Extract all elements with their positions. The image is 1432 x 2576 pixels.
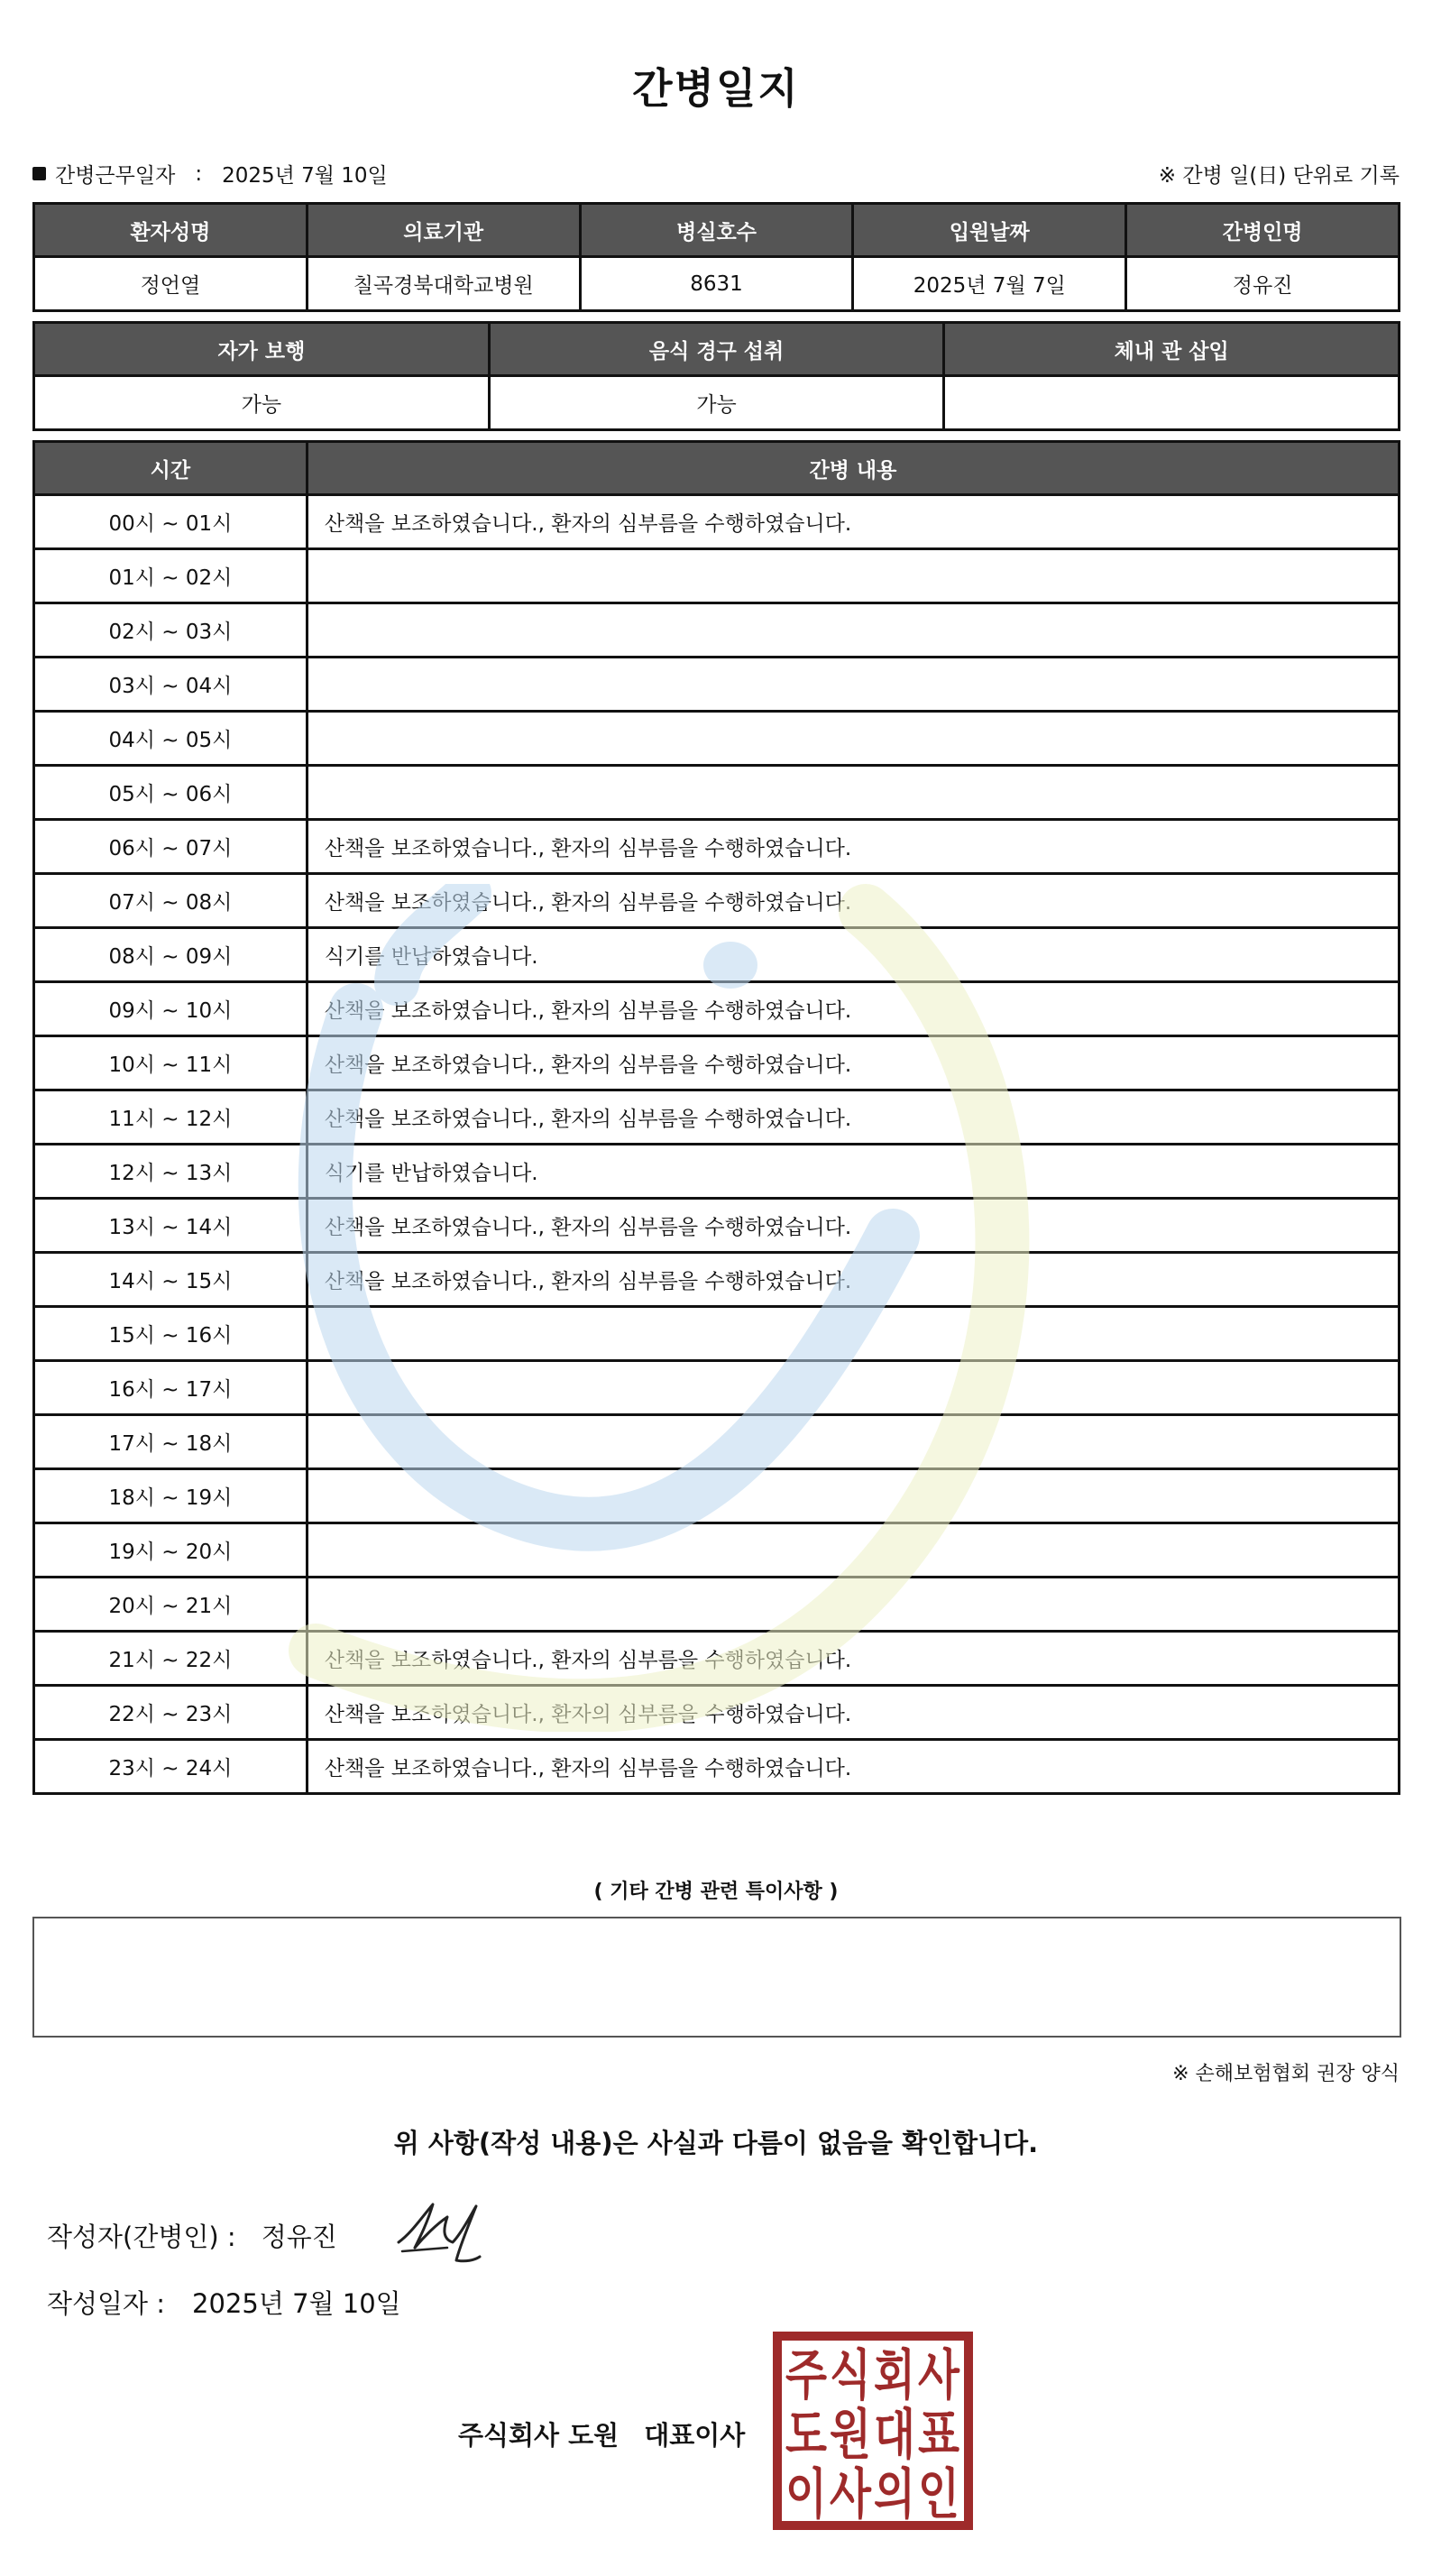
log-content xyxy=(307,766,1399,820)
log-row xyxy=(34,1036,1400,1090)
log-content: 산책을 보조하였습니다., 환자의 심부름을 수행하였습니다. xyxy=(307,982,1399,1036)
seal-character: 의 xyxy=(874,2463,915,2526)
care-log-table xyxy=(32,440,1400,1795)
header-caregiver-name: 간병인명 xyxy=(1126,204,1400,257)
log-time: 14시 ~ 15시 xyxy=(34,1253,308,1307)
seal-character: 도 xyxy=(785,2404,828,2467)
tube-insertion xyxy=(944,376,1400,430)
ability-info-table xyxy=(32,321,1400,431)
log-time: 00시 ~ 01시 xyxy=(34,495,308,549)
seal-character: 주 xyxy=(785,2344,828,2407)
form-source-note: ※ 손해보험협회 권장 양식 xyxy=(1172,2063,1400,2085)
log-time: 09시 ~ 10시 xyxy=(34,982,308,1036)
log-row xyxy=(34,766,1400,820)
log-time: 01시 ~ 02시 xyxy=(34,549,308,603)
work-date xyxy=(32,159,388,189)
log-row xyxy=(34,712,1400,766)
log-row xyxy=(34,820,1400,874)
log-time: 13시 ~ 14시 xyxy=(34,1199,308,1253)
log-content xyxy=(307,1415,1399,1469)
log-content xyxy=(307,549,1399,603)
page-title: 간병일지 xyxy=(632,64,800,113)
handwritten-signature-icon xyxy=(393,2197,483,2268)
log-content: 식기를 반납하였습니다. xyxy=(307,1145,1399,1199)
oral-intake: 가능 xyxy=(489,376,944,430)
header-care-content: 간병 내용 xyxy=(307,442,1399,495)
log-row xyxy=(34,1253,1400,1307)
seal-character: 표 xyxy=(918,2404,960,2467)
log-content: 산책을 보조하였습니다., 환자의 심부름을 수행하였습니다. xyxy=(307,1036,1399,1090)
log-content: 식기를 반납하였습니다. xyxy=(307,928,1399,982)
log-row xyxy=(34,1523,1400,1578)
log-row xyxy=(34,1632,1400,1686)
seal-character: 사 xyxy=(830,2463,872,2526)
company-name: 주식회사 도원 xyxy=(458,2420,620,2451)
seal-character: 회 xyxy=(874,2344,915,2407)
log-content: 산책을 보조하였습니다., 환자의 심부름을 수행하였습니다. xyxy=(307,1740,1399,1794)
log-row xyxy=(34,1199,1400,1253)
log-content: 산책을 보조하였습니다., 환자의 심부름을 수행하였습니다. xyxy=(307,874,1399,928)
log-row xyxy=(34,1415,1400,1469)
special-notes-title: ( 기타 간병 관련 특이사항 ) xyxy=(593,1881,839,1903)
patient-info-table xyxy=(32,202,1400,312)
log-content xyxy=(307,1307,1399,1361)
seal-character: 이 xyxy=(785,2463,827,2526)
confirmation-statement: 위 사항(작성 내용)은 사실과 다름이 없음을 확인합니다. xyxy=(393,2128,1039,2158)
writer-label: 작성자(간병인) : xyxy=(47,2222,236,2252)
caregiver-name: 정유진 xyxy=(1126,257,1400,311)
work-date-colon: : xyxy=(195,161,203,186)
ceo-title: 대표이사 xyxy=(644,2420,746,2451)
seal-character: 사 xyxy=(918,2344,960,2407)
log-content: 산책을 보조하였습니다., 환자의 심부름을 수행하였습니다. xyxy=(307,1253,1399,1307)
log-time: 10시 ~ 11시 xyxy=(34,1036,308,1090)
self-walking: 가능 xyxy=(34,376,490,430)
log-row xyxy=(34,1090,1400,1145)
log-row xyxy=(34,1686,1400,1740)
log-time: 06시 ~ 07시 xyxy=(34,820,308,874)
company-seal-stamp-icon xyxy=(772,2331,974,2531)
log-content: 산책을 보조하였습니다., 환자의 심부름을 수행하였습니다. xyxy=(307,1686,1399,1740)
log-row xyxy=(34,928,1400,982)
patient-name: 정언열 xyxy=(34,257,308,311)
writer-line xyxy=(47,2217,337,2254)
log-row xyxy=(34,982,1400,1036)
care-log-rows xyxy=(34,495,1400,1794)
log-content xyxy=(307,1523,1399,1578)
log-row xyxy=(34,1740,1400,1794)
log-content: 산책을 보조하였습니다., 환자의 심부름을 수행하였습니다. xyxy=(307,820,1399,874)
log-content xyxy=(307,603,1399,658)
header-time: 시간 xyxy=(34,442,308,495)
log-row xyxy=(34,874,1400,928)
log-time: 05시 ~ 06시 xyxy=(34,766,308,820)
write-date-value: 2025년 7월 10일 xyxy=(192,2288,401,2319)
log-row xyxy=(34,495,1400,549)
log-row xyxy=(34,1145,1400,1199)
log-row xyxy=(34,1361,1400,1415)
log-row xyxy=(34,549,1400,603)
log-content xyxy=(307,1469,1399,1523)
header-hospital: 의료기관 xyxy=(307,204,580,257)
log-time: 08시 ~ 09시 xyxy=(34,928,308,982)
write-date-label: 작성일자 : xyxy=(47,2288,166,2319)
log-content xyxy=(307,712,1399,766)
admission-date: 2025년 7월 7일 xyxy=(853,257,1126,311)
seal-character: 대 xyxy=(874,2404,915,2467)
log-time: 21시 ~ 22시 xyxy=(34,1632,308,1686)
log-content: 산책을 보조하였습니다., 환자의 심부름을 수행하였습니다. xyxy=(307,495,1399,549)
header-patient-name: 환자성명 xyxy=(34,204,308,257)
unit-note: ※ 간병 일(日) 단위로 기록 xyxy=(1158,164,1400,188)
log-time: 04시 ~ 05시 xyxy=(34,712,308,766)
bullet-square-icon xyxy=(32,167,46,180)
seal-character: 식 xyxy=(830,2344,871,2407)
log-content xyxy=(307,1578,1399,1632)
log-content xyxy=(307,1361,1399,1415)
work-date-label: 간병근무일자 xyxy=(55,164,176,188)
special-notes-box xyxy=(32,1917,1401,2038)
header-oral-intake: 음식 경구 섭취 xyxy=(489,323,944,376)
header-admission-date: 입원날짜 xyxy=(853,204,1126,257)
log-time: 03시 ~ 04시 xyxy=(34,658,308,712)
log-row xyxy=(34,1469,1400,1523)
log-time: 20시 ~ 21시 xyxy=(34,1578,308,1632)
log-time: 22시 ~ 23시 xyxy=(34,1686,308,1740)
header-tube-insertion: 체내 관 삽입 xyxy=(944,323,1400,376)
log-row xyxy=(34,1578,1400,1632)
seal-character: 인 xyxy=(918,2463,959,2526)
writer-name: 정유진 xyxy=(261,2222,337,2252)
write-date-line xyxy=(47,2284,401,2321)
log-time: 19시 ~ 20시 xyxy=(34,1523,308,1578)
hospital: 칠곡경북대학교병원 xyxy=(307,257,580,311)
log-time: 07시 ~ 08시 xyxy=(34,874,308,928)
log-row xyxy=(34,1307,1400,1361)
log-time: 18시 ~ 19시 xyxy=(34,1469,308,1523)
log-time: 23시 ~ 24시 xyxy=(34,1740,308,1794)
log-time: 15시 ~ 16시 xyxy=(34,1307,308,1361)
log-time: 02시 ~ 03시 xyxy=(34,603,308,658)
log-time: 12시 ~ 13시 xyxy=(34,1145,308,1199)
header-room-number: 병실호수 xyxy=(580,204,853,257)
seal-character: 원 xyxy=(830,2404,871,2467)
log-content: 산책을 보조하였습니다., 환자의 심부름을 수행하였습니다. xyxy=(307,1632,1399,1686)
work-date-value: 2025년 7월 10일 xyxy=(222,164,388,188)
company-line xyxy=(458,2415,745,2452)
log-time: 17시 ~ 18시 xyxy=(34,1415,308,1469)
log-time: 11시 ~ 12시 xyxy=(34,1090,308,1145)
room-number: 8631 xyxy=(580,257,853,311)
log-content: 산책을 보조하였습니다., 환자의 심부름을 수행하였습니다. xyxy=(307,1199,1399,1253)
header-self-walking: 자가 보행 xyxy=(34,323,490,376)
log-content xyxy=(307,658,1399,712)
log-time: 16시 ~ 17시 xyxy=(34,1361,308,1415)
log-row xyxy=(34,658,1400,712)
log-row xyxy=(34,603,1400,658)
log-content: 산책을 보조하였습니다., 환자의 심부름을 수행하였습니다. xyxy=(307,1090,1399,1145)
meta-row xyxy=(32,159,1400,189)
